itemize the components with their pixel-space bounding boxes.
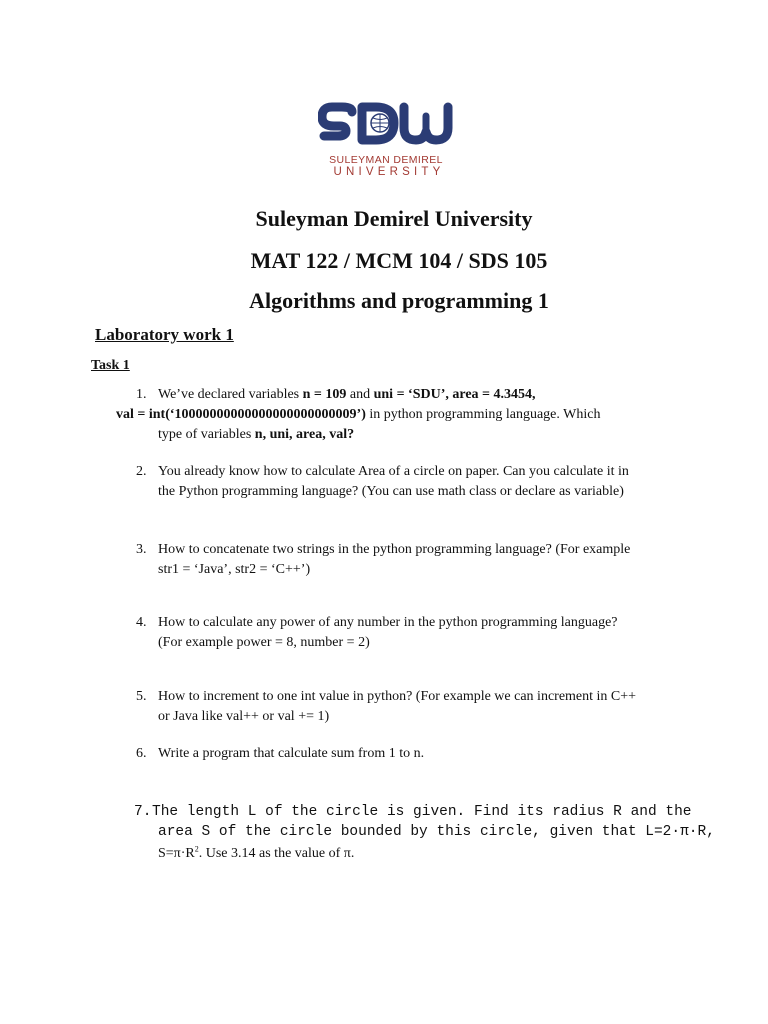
- item-number: 7.: [134, 804, 152, 820]
- item-line: the Python programming language? (You can use math class or declare as variable): [158, 484, 624, 499]
- item-number: 6.: [136, 746, 147, 761]
- item-number: 4.: [136, 615, 147, 630]
- item-line: [158, 385, 536, 404]
- course-codes: MAT 122 / MCM 104 / SDS 105: [250, 248, 548, 273]
- item-number: 3.: [136, 542, 147, 557]
- item-line: How to increment to one int value in python? (For example we can increment in C++: [158, 689, 637, 704]
- item-line: The length L of the circle is given. Find its radius R and the: [152, 804, 692, 820]
- item-bold-text: n, uni, area, val?: [254, 427, 355, 442]
- item-text: . Use 3.14 as the value of π.: [198, 846, 355, 861]
- item-line: [158, 425, 354, 444]
- item-line: or Java like val++ or val += 1): [158, 709, 330, 724]
- item-bold-text: uni = ‘SDU’, area = 4.3454,: [373, 387, 536, 402]
- item-line: [158, 844, 354, 863]
- item-line: How to concatenate two strings in the python programming language? (For example: [158, 542, 631, 557]
- logo-text-line1: SULEYMAN DEMIREL: [329, 154, 443, 166]
- superscript: 2: [194, 844, 199, 854]
- item-bold-text: val = int(‘10000000000000000000000009’): [116, 407, 366, 422]
- item-number: 1.: [136, 387, 147, 402]
- university-title: Suleyman Demirel University: [255, 206, 533, 231]
- university-logo: [318, 102, 454, 182]
- item-number: 5.: [136, 689, 147, 704]
- item-line: You already know how to calculate Area of a circle on paper. Can you calculate it in: [158, 464, 629, 479]
- item-bold-text: n = 109: [302, 387, 347, 402]
- item-text: type of variables: [158, 427, 255, 442]
- item-line: [116, 405, 600, 424]
- formula-text: S=π·R: [158, 846, 195, 861]
- item-text: We’ve declared variables: [158, 387, 303, 402]
- item-line: Write a program that calculate sum from 1 to n.: [158, 746, 425, 761]
- logo-text-line2: UNIVERSITY: [333, 166, 445, 178]
- course-name: Algorithms and programming 1: [249, 288, 549, 313]
- item-text: and: [346, 387, 374, 402]
- sdu-logo-mark: [318, 102, 454, 152]
- item-text: in python programming language. Which: [365, 407, 601, 422]
- task-title: Task 1: [91, 358, 130, 373]
- item-line: area S of the circle bounded by this circle, given that L=2·π·R,: [158, 824, 715, 840]
- item-number: 2.: [136, 464, 147, 479]
- item-line: (For example power = 8, number = 2): [158, 635, 370, 650]
- item-line: str1 = ‘Java’, str2 = ‘C++’): [158, 562, 311, 577]
- lab-title: Laboratory work 1: [95, 325, 234, 344]
- item-line: How to calculate any power of any number in the python programming language?: [158, 615, 618, 630]
